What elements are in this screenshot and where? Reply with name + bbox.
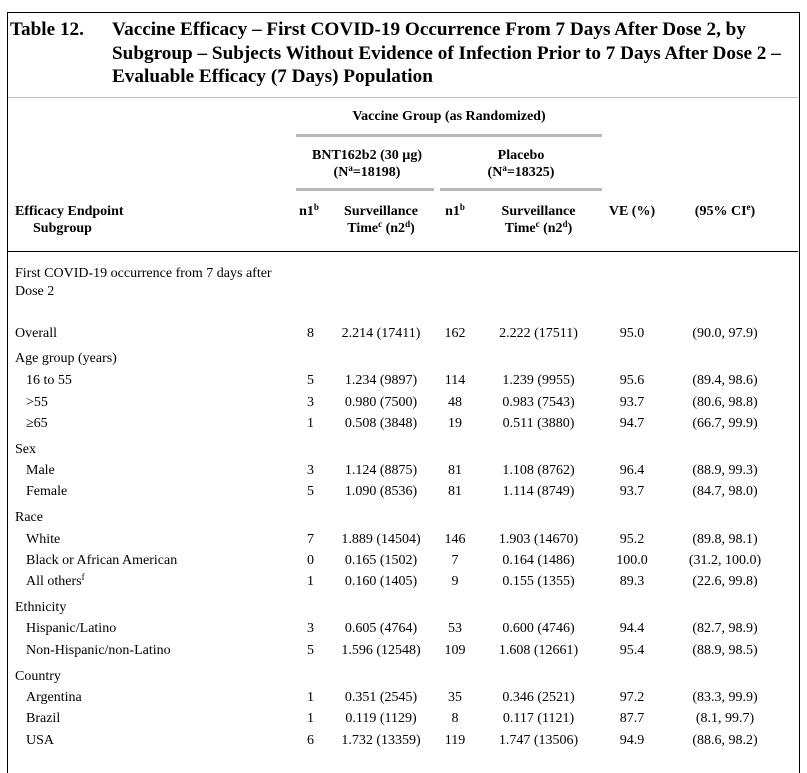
row-label-text: Overall — [15, 326, 57, 341]
n1-vaccine-cell: 5 — [307, 373, 314, 388]
st-placebo-cell: 1.114 (8749) — [502, 484, 575, 499]
ve-cell: 94.4 — [619, 621, 645, 636]
row-label-footnote: f — [81, 572, 85, 582]
ci-cell: (66.7, 99.9) — [692, 416, 758, 431]
ve-cell: 95.4 — [619, 643, 645, 658]
n1-vaccine-cell: 3 — [307, 463, 314, 478]
st-vaccine-header — [331, 203, 431, 237]
n1-placebo-cell: 81 — [448, 463, 462, 478]
table-title-text: Vaccine Efficacy – First COVID-19 Occurrence From 7 Days After Dose 2, by Subgroup – Subjects Without Evidence of Infection Prior to 7 Days After Dose 2 – Evaluable Efficacy (7 Days) Population — [112, 19, 781, 87]
row-label-text: Hispanic/Latino — [26, 621, 117, 636]
vaccine-n-sup: a — [348, 163, 353, 173]
row-label-text: White — [26, 532, 61, 547]
st-placebo-sup2: d — [562, 219, 568, 229]
vaccine-n — [296, 164, 438, 181]
title-divider — [8, 97, 798, 98]
n1-vaccine-cell: 5 — [307, 643, 314, 658]
n1-vaccine-cell: 1 — [307, 416, 314, 431]
ci-header-post: ) — [750, 204, 756, 219]
st-vaccine-cell: 0.165 (1502) — [344, 553, 418, 568]
n1-vaccine-cell: 5 — [307, 484, 314, 499]
ci-cell: (82.7, 98.9) — [692, 621, 758, 636]
n1-vaccine-sup: b — [313, 202, 319, 212]
row-label-text: Argentina — [26, 690, 82, 705]
st-vaccine-cell: 1.234 (9897) — [344, 373, 418, 388]
st-placebo-line2 — [487, 220, 590, 237]
ci-cell: (88.9, 98.5) — [692, 643, 758, 658]
st-vaccine-line2 — [331, 220, 431, 237]
n1-placebo-header — [440, 203, 470, 220]
row-label-text: Black or African American — [26, 553, 178, 568]
n1-placebo-cell: 109 — [444, 643, 466, 658]
st-vaccine-cell: 1.889 (14504) — [341, 532, 421, 547]
st-vaccine-cell: 1.732 (13359) — [341, 733, 421, 748]
ve-cell: 95.2 — [619, 532, 645, 547]
st-vaccine-sup2: d — [405, 219, 411, 229]
row-label — [26, 732, 54, 749]
ve-cell: 89.3 — [619, 574, 645, 589]
placebo-n — [440, 164, 602, 181]
st-placebo-cell: 2.222 (17511) — [499, 326, 578, 341]
ci-cell: (90.0, 97.9) — [692, 326, 758, 341]
ve-cell: 100.0 — [616, 553, 648, 568]
n1-vaccine-cell: 8 — [307, 326, 314, 341]
n1-placebo-cell: 8 — [451, 711, 459, 726]
n1-placebo-cell: 35 — [448, 690, 462, 705]
row-label-text: All others — [26, 574, 82, 589]
n1-placebo-cell: 7 — [451, 553, 459, 568]
n1-placebo-sup: b — [459, 202, 465, 212]
vaccine-n-pre: (N — [333, 165, 349, 180]
n1-placebo-cell: 162 — [444, 326, 466, 341]
n1-placebo-cell: 81 — [448, 484, 462, 499]
ci-cell: (80.6, 98.8) — [692, 395, 758, 410]
row-label-text: 16 to 55 — [26, 373, 72, 388]
ve-cell: 95.0 — [619, 326, 645, 341]
header-bottom-rule — [8, 251, 798, 252]
st-placebo-header — [487, 203, 590, 237]
st-placebo-cell: 0.511 (3880) — [502, 416, 575, 431]
st-vaccine-sup1: c — [378, 219, 383, 229]
ve-cell: 93.7 — [619, 395, 645, 410]
n1-vaccine-header — [296, 203, 322, 220]
n1-placebo-cell: 48 — [448, 395, 462, 410]
ci-cell: (22.6, 99.8) — [692, 574, 758, 589]
n1-placebo-cell: 119 — [444, 733, 466, 748]
vaccine-column-header — [296, 147, 438, 181]
row-label — [26, 710, 60, 727]
st-vaccine-post: ) — [410, 221, 415, 236]
ci-cell: (83.3, 99.9) — [692, 690, 758, 705]
n1-vaccine-cell: 6 — [307, 733, 314, 748]
st-placebo-sup1: c — [535, 219, 540, 229]
n1-vaccine-cell: 7 — [307, 532, 314, 547]
table-number: Table 12. — [10, 19, 84, 40]
st-placebo-pre: Time — [504, 221, 536, 236]
row-label — [26, 415, 48, 432]
vaccine-sub-rule — [296, 188, 434, 191]
st-vaccine-cell: 0.351 (2545) — [344, 690, 418, 705]
section-intro-line2: Dose 2 — [15, 284, 55, 299]
ve-header: VE (%) — [608, 204, 656, 219]
st-placebo-cell: 0.346 (2521) — [502, 690, 575, 705]
row-label-text: Male — [26, 463, 55, 478]
n1-vaccine-cell: 3 — [307, 621, 314, 636]
endpoint-header-line1: Efficacy Endpoint — [15, 204, 124, 219]
st-placebo-cell: 0.117 (1121) — [502, 711, 575, 726]
st-vaccine-cell: 0.980 (7500) — [344, 395, 418, 410]
row-label — [26, 642, 171, 659]
ci-cell: (8.1, 99.7) — [695, 711, 755, 726]
row-label — [26, 483, 67, 500]
endpoint-header-line2: Subgroup — [33, 221, 92, 236]
ci-header — [670, 203, 780, 220]
subgroup-heading — [15, 668, 61, 685]
st-vaccine-cell: 0.605 (4764) — [344, 621, 418, 636]
row-label-text: Sex — [15, 442, 36, 457]
placebo-column-header — [440, 147, 602, 181]
row-label — [26, 689, 82, 706]
ci-cell: (89.8, 98.1) — [692, 532, 758, 547]
row-label — [26, 394, 48, 411]
ci-header-pre: (95% CI — [694, 204, 747, 219]
n1-vaccine-cell: 1 — [307, 574, 314, 589]
ve-cell: 94.9 — [619, 733, 645, 748]
st-vaccine-cell: 0.119 (1129) — [345, 711, 417, 726]
st-vaccine-cell: 2.214 (17411) — [341, 326, 421, 341]
ve-cell: 94.7 — [619, 416, 645, 431]
st-placebo-cell: 0.983 (7543) — [502, 395, 575, 410]
st-placebo-cell: 0.164 (1486) — [502, 553, 575, 568]
row-label — [15, 325, 57, 342]
subgroup-heading — [15, 599, 66, 616]
ve-cell: 97.2 — [619, 690, 645, 705]
ci-cell: (89.4, 98.6) — [692, 373, 758, 388]
n1-placebo-cell: 114 — [444, 373, 466, 388]
row-label — [26, 462, 55, 479]
n1-vaccine-cell: 1 — [307, 711, 314, 726]
st-placebo-line1: Surveillance — [501, 204, 576, 219]
st-vaccine-pre: Time — [347, 221, 379, 236]
st-vaccine-mid: (n2 — [382, 221, 406, 236]
row-label-text: Race — [15, 510, 43, 525]
row-label-text: USA — [26, 733, 55, 748]
ci-cell: (84.7, 98.0) — [692, 484, 758, 499]
subgroup-heading — [15, 441, 36, 458]
placebo-name: Placebo — [497, 148, 545, 163]
endpoint-header — [15, 203, 124, 237]
row-label-text: Ethnicity — [15, 600, 67, 615]
st-vaccine-cell: 1.090 (8536) — [344, 484, 418, 499]
placebo-n-sup: a — [502, 163, 507, 173]
vaccine-n-post: =18198) — [352, 165, 401, 180]
row-label — [26, 531, 60, 548]
row-label-text: Female — [26, 484, 68, 499]
placebo-n-post: =18325) — [506, 165, 555, 180]
subgroup-heading — [15, 350, 117, 367]
row-label — [26, 552, 177, 569]
row-label-text: Country — [15, 669, 61, 684]
st-placebo-mid: (n2 — [539, 221, 563, 236]
n1-vaccine-cell: 1 — [307, 690, 314, 705]
n1-placebo-cell: 9 — [451, 574, 459, 589]
placebo-sub-rule — [440, 188, 602, 191]
st-placebo-cell: 0.600 (4746) — [502, 621, 575, 636]
n1-placebo-label: n1 — [445, 204, 460, 219]
ve-cell: 96.4 — [619, 463, 645, 478]
row-label-text: >55 — [26, 395, 48, 410]
ci-header-sup: e — [746, 202, 751, 212]
row-label — [26, 573, 85, 590]
ve-cell: 95.6 — [619, 373, 645, 388]
vaccine-group-header: Vaccine Group (as Randomized) — [352, 109, 546, 124]
n1-placebo-cell: 53 — [448, 621, 462, 636]
ve-cell: 87.7 — [619, 711, 645, 726]
row-label — [26, 372, 72, 389]
subgroup-heading — [15, 509, 43, 526]
vaccine-name: BNT162b2 (30 µg) — [312, 148, 422, 163]
ci-cell: (88.6, 98.2) — [692, 733, 758, 748]
ve-cell: 93.7 — [619, 484, 645, 499]
st-placebo-cell: 1.903 (14670) — [498, 532, 579, 547]
st-vaccine-line1: Surveillance — [344, 204, 418, 219]
row-label-text: Non-Hispanic/non-Latino — [26, 643, 171, 658]
n1-vaccine-label: n1 — [299, 204, 314, 219]
st-placebo-cell: 1.239 (9955) — [502, 373, 575, 388]
placebo-n-pre: (N — [487, 165, 503, 180]
vaccine-group-rule — [296, 134, 602, 137]
st-vaccine-cell: 0.160 (1405) — [344, 574, 418, 589]
st-placebo-post: ) — [567, 221, 573, 236]
st-placebo-cell: 1.108 (8762) — [502, 463, 575, 478]
row-label — [26, 620, 116, 637]
st-vaccine-cell: 1.124 (8875) — [344, 463, 418, 478]
st-placebo-cell: 1.747 (13506) — [498, 733, 579, 748]
n1-vaccine-cell: 0 — [307, 553, 314, 568]
n1-placebo-cell: 19 — [448, 416, 462, 431]
section-intro-line1: First COVID-19 occurrence from 7 days after — [15, 266, 272, 281]
st-vaccine-cell: 1.596 (12548) — [341, 643, 421, 658]
ci-cell: (31.2, 100.0) — [688, 553, 762, 568]
st-placebo-cell: 1.608 (12661) — [498, 643, 579, 658]
row-label-text: Brazil — [26, 711, 61, 726]
n1-placebo-cell: 146 — [444, 532, 466, 547]
ci-cell: (88.9, 99.3) — [692, 463, 758, 478]
row-label-text: Age group (years) — [15, 351, 117, 366]
st-vaccine-cell: 0.508 (3848) — [344, 416, 418, 431]
row-label-text: ≥65 — [26, 416, 48, 431]
st-placebo-cell: 0.155 (1355) — [502, 574, 575, 589]
n1-vaccine-cell: 3 — [307, 395, 314, 410]
